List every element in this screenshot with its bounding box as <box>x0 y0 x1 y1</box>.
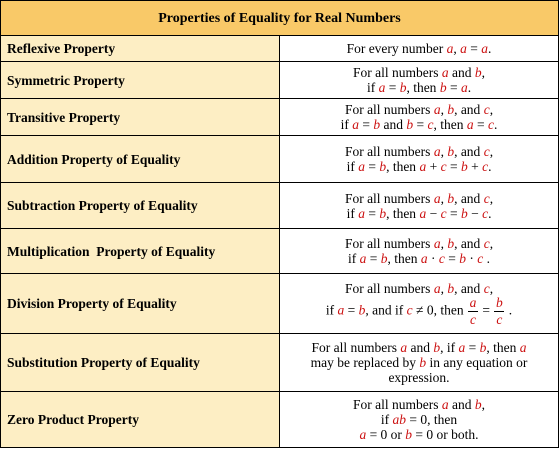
property-name: Zero Product Property <box>1 392 280 448</box>
table-row <box>1 229 559 274</box>
property-description: For all numbers a, b, and c, if a = b, then a · c = b · c . <box>280 229 559 274</box>
table-row <box>1 62 559 99</box>
property-name: Multiplication Property of Equality <box>1 229 280 274</box>
property-description: For all numbers a and b, if ab = 0, then a = 0 or b = 0 or both. <box>280 392 559 448</box>
table-row <box>1 392 559 448</box>
property-name: Substitution Property of Equality <box>1 334 280 392</box>
table-row <box>1 274 559 334</box>
property-description: For all numbers a, b, and c, if a = b and b = c, then a = c. <box>280 99 559 136</box>
property-name: Reflexive Property <box>1 36 280 62</box>
table-row <box>1 183 559 229</box>
property-name: Symmetric Property <box>1 62 280 99</box>
table-title: Properties of Equality for Real Numbers <box>1 1 559 36</box>
property-description: For all numbers a, b, and c, if a = b, then a + c = b + c. <box>280 136 559 183</box>
table-row <box>1 136 559 183</box>
property-description: For all numbers a, b, and c, if a = b, and if c ≠ 0, then $\frac{a}{c}$ = $\frac{b}{c}$ . <box>280 274 559 334</box>
property-name: Addition Property of Equality <box>1 136 280 183</box>
table-row <box>1 99 559 136</box>
property-name: Transitive Property <box>1 99 280 136</box>
property-name: Division Property of Equality <box>1 274 280 334</box>
property-description: For all numbers a and b, if a = b, then b = a. <box>280 62 559 99</box>
table-row <box>1 334 559 392</box>
property-description: For all numbers a and b, if a = b, then a may be replaced by b in any equation or expression. <box>280 334 559 392</box>
property-description: For all numbers a, b, and c, if a = b, then a − c = b − c. <box>280 183 559 229</box>
table-row <box>1 36 559 62</box>
property-description: For every number a, a = a. <box>280 36 559 62</box>
property-name: Subtraction Property of Equality <box>1 183 280 229</box>
